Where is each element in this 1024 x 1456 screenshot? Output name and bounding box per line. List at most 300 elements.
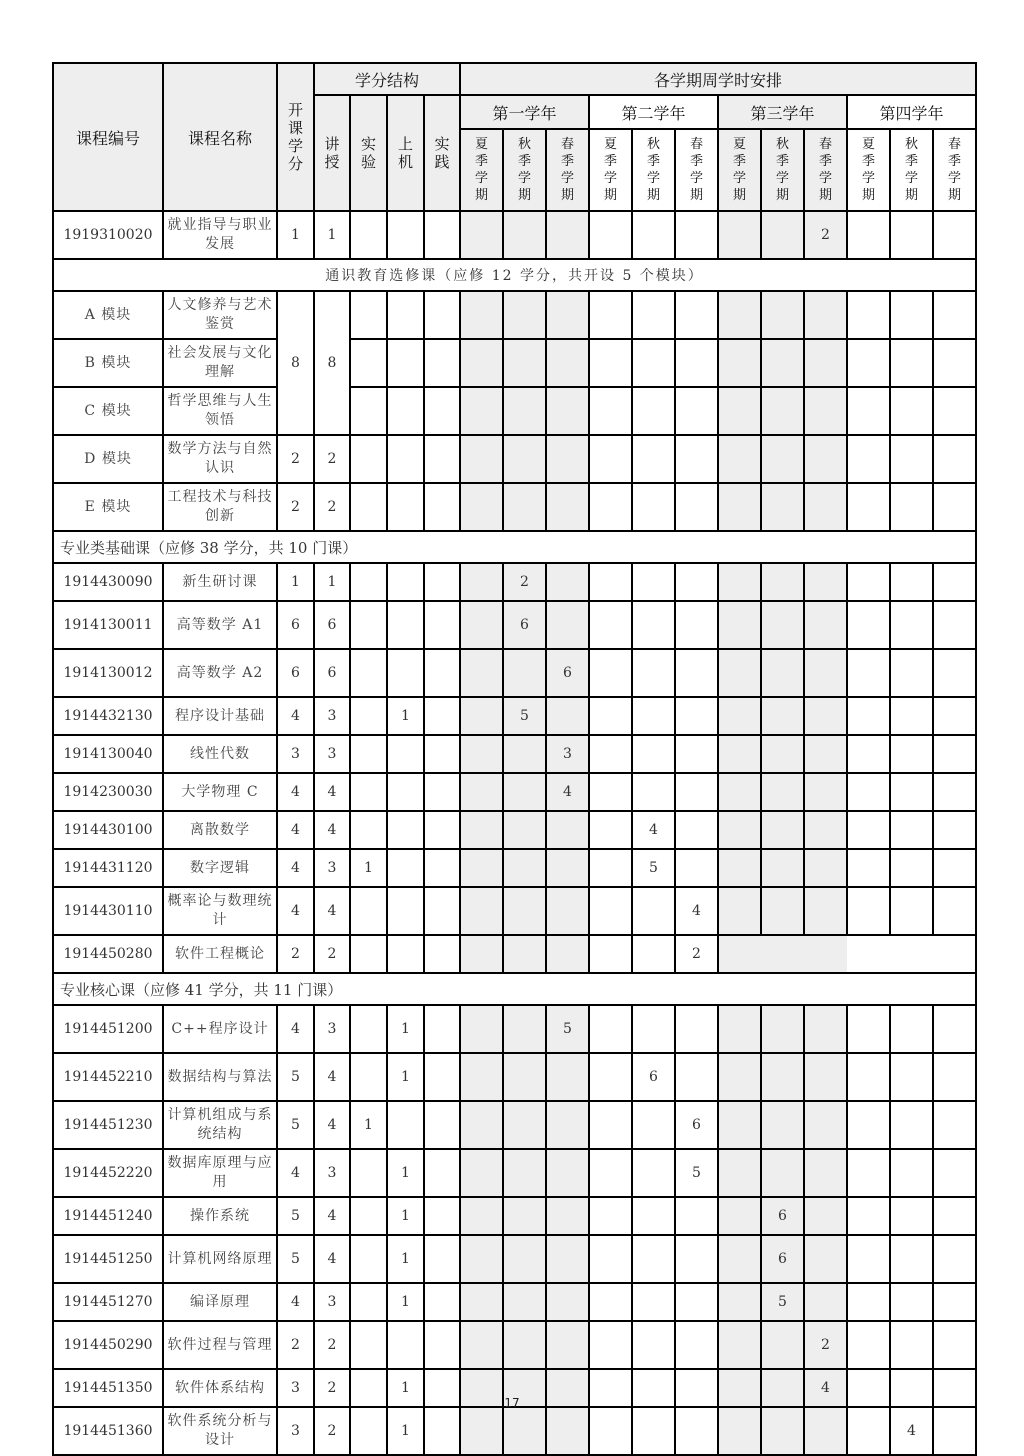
credit-lecture: 1 xyxy=(314,211,350,259)
course-credits: 1 xyxy=(277,211,314,259)
header-course-name: 课程名称 xyxy=(163,63,277,211)
credit-practice xyxy=(424,1235,460,1283)
credit-lecture: 6 xyxy=(314,601,350,649)
weekly-hours-cell xyxy=(847,339,890,387)
weekly-hours-cell: 2 xyxy=(503,563,546,601)
header-year-1: 第一学年 xyxy=(460,95,589,129)
credit-cell xyxy=(424,339,460,387)
credit-computer xyxy=(387,887,424,935)
module-code: D 模块 xyxy=(53,435,163,483)
weekly-hours-cell xyxy=(804,387,847,435)
credit-lab xyxy=(350,1283,387,1321)
weekly-hours-cell xyxy=(675,649,718,697)
weekly-hours-cell xyxy=(460,1101,503,1149)
weekly-hours-cell: 5 xyxy=(761,1283,804,1321)
weekly-hours-cell xyxy=(460,387,503,435)
credit-cell xyxy=(350,339,387,387)
weekly-hours-cell xyxy=(847,1149,890,1197)
credit-computer xyxy=(387,1101,424,1149)
section-core-courses xyxy=(53,973,976,1005)
course-credits: 3 xyxy=(277,735,314,773)
course-code: 1914130012 xyxy=(53,649,163,697)
curriculum-table xyxy=(52,62,977,1456)
course-credits: 5 xyxy=(277,1197,314,1235)
weekly-hours-cell xyxy=(933,773,976,811)
weekly-hours-cell xyxy=(460,435,503,483)
weekly-hours-cell xyxy=(632,1197,675,1235)
course-credits: 2 xyxy=(277,1321,314,1369)
course-credits: 3 xyxy=(277,1407,314,1455)
weekly-hours-cell xyxy=(675,563,718,601)
header-computer: 上 机 xyxy=(387,95,424,211)
module-lecture: 2 xyxy=(314,483,350,531)
course-credits: 1 xyxy=(277,563,314,601)
weekly-hours-cell xyxy=(933,1149,976,1197)
weekly-hours-cell xyxy=(761,387,804,435)
credit-computer: 1 xyxy=(387,697,424,735)
merged-empty-cell xyxy=(847,935,976,973)
weekly-hours-cell xyxy=(933,649,976,697)
weekly-hours-cell xyxy=(761,1149,804,1197)
weekly-hours-cell xyxy=(804,887,847,935)
weekly-hours-cell xyxy=(847,291,890,339)
weekly-hours-cell xyxy=(804,1235,847,1283)
weekly-hours-cell xyxy=(632,649,675,697)
course-row xyxy=(53,1053,976,1101)
header-year-4: 第四学年 xyxy=(847,95,976,129)
weekly-hours-cell xyxy=(718,1005,761,1053)
weekly-hours-cell xyxy=(632,1101,675,1149)
credit-computer xyxy=(387,649,424,697)
weekly-hours-cell xyxy=(675,773,718,811)
weekly-hours-cell xyxy=(675,291,718,339)
weekly-hours-cell xyxy=(718,735,761,773)
weekly-hours-cell xyxy=(890,773,933,811)
weekly-hours-cell xyxy=(460,563,503,601)
header-term: 春 季 学 期 xyxy=(804,129,847,211)
weekly-hours-cell xyxy=(675,483,718,531)
weekly-hours-cell xyxy=(718,887,761,935)
weekly-hours-cell xyxy=(503,1101,546,1149)
header-term: 夏 季 学 期 xyxy=(460,129,503,211)
weekly-hours-cell xyxy=(847,773,890,811)
weekly-hours-cell xyxy=(890,1283,933,1321)
weekly-hours-cell xyxy=(589,563,632,601)
credit-computer xyxy=(387,1321,424,1369)
weekly-hours-cell: 6 xyxy=(761,1197,804,1235)
module-name: 人文修养与艺术鉴赏 xyxy=(163,291,277,339)
module-lecture-merged: 8 xyxy=(314,291,350,435)
module-row xyxy=(53,483,976,531)
credit-cell xyxy=(387,339,424,387)
weekly-hours-cell xyxy=(546,483,589,531)
course-code: 1914451250 xyxy=(53,1235,163,1283)
weekly-hours-cell xyxy=(761,773,804,811)
credit-lab xyxy=(350,887,387,935)
weekly-hours-cell xyxy=(675,1235,718,1283)
weekly-hours-cell xyxy=(589,483,632,531)
weekly-hours-cell xyxy=(847,563,890,601)
header-term: 秋 季 学 期 xyxy=(761,129,804,211)
weekly-hours-cell xyxy=(546,1053,589,1101)
credit-lab xyxy=(350,935,387,973)
weekly-hours-cell xyxy=(847,649,890,697)
weekly-hours-cell xyxy=(460,735,503,773)
weekly-hours-cell xyxy=(546,1283,589,1321)
weekly-hours-cell xyxy=(761,211,804,259)
course-row xyxy=(53,1321,976,1369)
course-code: 1914451350 xyxy=(53,1369,163,1407)
credit-cell xyxy=(387,483,424,531)
credit-computer: 1 xyxy=(387,1149,424,1197)
weekly-hours-cell xyxy=(632,483,675,531)
weekly-hours-cell xyxy=(546,291,589,339)
credit-lecture: 3 xyxy=(314,849,350,887)
header-term: 春 季 学 期 xyxy=(933,129,976,211)
weekly-hours-cell xyxy=(589,1283,632,1321)
course-credits: 5 xyxy=(277,1101,314,1149)
weekly-hours-cell xyxy=(503,339,546,387)
credit-lab: 1 xyxy=(350,849,387,887)
weekly-hours-cell xyxy=(847,601,890,649)
weekly-hours-cell xyxy=(890,811,933,849)
weekly-hours-cell xyxy=(632,1149,675,1197)
credit-lecture: 2 xyxy=(314,935,350,973)
weekly-hours-cell xyxy=(761,1101,804,1149)
credit-cell xyxy=(387,435,424,483)
weekly-hours-cell xyxy=(804,563,847,601)
module-code: B 模块 xyxy=(53,339,163,387)
course-credits: 2 xyxy=(277,935,314,973)
weekly-hours-cell xyxy=(847,1283,890,1321)
credit-lab xyxy=(350,649,387,697)
weekly-hours-cell xyxy=(632,1283,675,1321)
weekly-hours-cell xyxy=(546,1101,589,1149)
weekly-hours-cell xyxy=(460,887,503,935)
credit-computer: 1 xyxy=(387,1005,424,1053)
weekly-hours-cell xyxy=(933,435,976,483)
weekly-hours-cell xyxy=(933,291,976,339)
weekly-hours-cell xyxy=(589,935,632,973)
weekly-hours-cell xyxy=(804,1283,847,1321)
course-code: 1914432130 xyxy=(53,697,163,735)
course-name: 软件工程概论 xyxy=(163,935,277,973)
weekly-hours-cell xyxy=(847,849,890,887)
credit-lecture: 1 xyxy=(314,563,350,601)
weekly-hours-cell xyxy=(847,1235,890,1283)
weekly-hours-cell xyxy=(804,649,847,697)
weekly-hours-cell xyxy=(546,1235,589,1283)
credit-cell xyxy=(424,483,460,531)
weekly-hours-cell xyxy=(718,1149,761,1197)
weekly-hours-cell xyxy=(460,1235,503,1283)
credit-lecture: 4 xyxy=(314,773,350,811)
weekly-hours-cell xyxy=(503,291,546,339)
course-row xyxy=(53,1235,976,1283)
weekly-hours-cell: 6 xyxy=(546,649,589,697)
weekly-hours-cell: 6 xyxy=(503,601,546,649)
weekly-hours-cell xyxy=(933,697,976,735)
credit-practice xyxy=(424,735,460,773)
course-code: 1914451360 xyxy=(53,1407,163,1455)
credit-lab xyxy=(350,735,387,773)
credit-lecture: 2 xyxy=(314,1321,350,1369)
weekly-hours-cell xyxy=(933,1235,976,1283)
weekly-hours-cell: 5 xyxy=(546,1005,589,1053)
credit-practice xyxy=(424,1005,460,1053)
credit-computer xyxy=(387,211,424,259)
weekly-hours-cell xyxy=(632,435,675,483)
weekly-hours-cell xyxy=(804,1053,847,1101)
course-name: 线性代数 xyxy=(163,735,277,773)
weekly-hours-cell xyxy=(460,1005,503,1053)
weekly-hours-cell xyxy=(675,601,718,649)
header-term: 夏 季 学 期 xyxy=(718,129,761,211)
course-row xyxy=(53,1005,976,1053)
credit-lecture: 4 xyxy=(314,887,350,935)
weekly-hours-cell xyxy=(718,339,761,387)
weekly-hours-cell xyxy=(718,1321,761,1369)
weekly-hours-cell xyxy=(503,1149,546,1197)
weekly-hours-cell xyxy=(632,1321,675,1369)
weekly-hours-cell xyxy=(546,563,589,601)
course-code: 1914450280 xyxy=(53,935,163,973)
course-code: 1914451200 xyxy=(53,1005,163,1053)
weekly-hours-cell xyxy=(589,339,632,387)
module-name: 哲学思维与人生领悟 xyxy=(163,387,277,435)
course-name: 概率论与数理统计 xyxy=(163,887,277,935)
weekly-hours-cell xyxy=(503,1321,546,1369)
weekly-hours-cell: 4 xyxy=(890,1407,933,1455)
weekly-hours-cell xyxy=(589,1005,632,1053)
weekly-hours-cell xyxy=(718,435,761,483)
weekly-hours-cell xyxy=(804,1197,847,1235)
credit-practice xyxy=(424,563,460,601)
weekly-hours-cell xyxy=(589,601,632,649)
header-credits-offered: 开 课 学 分 xyxy=(277,63,314,211)
weekly-hours-cell: 2 xyxy=(675,935,718,973)
weekly-hours-cell xyxy=(890,435,933,483)
credit-cell xyxy=(387,291,424,339)
header-year-2: 第二学年 xyxy=(589,95,718,129)
weekly-hours-cell xyxy=(632,735,675,773)
weekly-hours-cell xyxy=(761,849,804,887)
weekly-hours-cell xyxy=(718,811,761,849)
credit-practice xyxy=(424,211,460,259)
weekly-hours-cell xyxy=(632,1235,675,1283)
weekly-hours-cell xyxy=(546,1197,589,1235)
weekly-hours-cell xyxy=(675,811,718,849)
course-code: 1914430110 xyxy=(53,887,163,935)
credit-lecture: 4 xyxy=(314,811,350,849)
credit-practice xyxy=(424,1101,460,1149)
weekly-hours-cell xyxy=(890,887,933,935)
section-general-elective xyxy=(53,259,976,291)
credit-lab xyxy=(350,1197,387,1235)
course-code: 1914451270 xyxy=(53,1283,163,1321)
course-credits: 5 xyxy=(277,1053,314,1101)
credit-practice xyxy=(424,1149,460,1197)
weekly-hours-cell xyxy=(890,563,933,601)
weekly-hours-cell xyxy=(503,849,546,887)
course-name: 就业指导与职业发展 xyxy=(163,211,277,259)
weekly-hours-cell xyxy=(589,649,632,697)
weekly-hours-cell xyxy=(503,811,546,849)
weekly-hours-cell xyxy=(546,697,589,735)
weekly-hours-cell xyxy=(804,291,847,339)
weekly-hours-cell xyxy=(890,649,933,697)
weekly-hours-cell xyxy=(761,435,804,483)
course-row xyxy=(53,211,976,259)
weekly-hours-cell xyxy=(718,211,761,259)
weekly-hours-cell xyxy=(933,1283,976,1321)
credit-lab xyxy=(350,1235,387,1283)
module-name: 工程技术与科技创新 xyxy=(163,483,277,531)
weekly-hours-cell xyxy=(890,211,933,259)
module-row xyxy=(53,387,976,435)
weekly-hours-cell xyxy=(503,773,546,811)
weekly-hours-cell xyxy=(675,211,718,259)
credit-lecture: 6 xyxy=(314,649,350,697)
weekly-hours-cell xyxy=(503,1283,546,1321)
course-row xyxy=(53,811,976,849)
credit-lab xyxy=(350,563,387,601)
weekly-hours-cell xyxy=(546,811,589,849)
weekly-hours-cell xyxy=(890,339,933,387)
credit-lab xyxy=(350,697,387,735)
weekly-hours-cell xyxy=(589,849,632,887)
weekly-hours-cell xyxy=(761,563,804,601)
weekly-hours-cell xyxy=(589,887,632,935)
weekly-hours-cell xyxy=(933,1197,976,1235)
course-name: 软件系统分析与设计 xyxy=(163,1407,277,1455)
weekly-hours-cell xyxy=(933,735,976,773)
weekly-hours-cell: 5 xyxy=(632,849,675,887)
weekly-hours-cell xyxy=(847,483,890,531)
course-code: 1914430090 xyxy=(53,563,163,601)
weekly-hours-cell xyxy=(546,601,589,649)
course-row xyxy=(53,1149,976,1197)
weekly-hours-cell xyxy=(589,1101,632,1149)
credit-cell xyxy=(350,483,387,531)
course-row xyxy=(53,1101,976,1149)
module-credits: 2 xyxy=(277,483,314,531)
header-lecture: 讲 授 xyxy=(314,95,350,211)
weekly-hours-cell xyxy=(503,387,546,435)
course-row xyxy=(53,849,976,887)
course-code: 1914451230 xyxy=(53,1101,163,1149)
course-row xyxy=(53,697,976,735)
weekly-hours-cell xyxy=(761,291,804,339)
credit-lab xyxy=(350,811,387,849)
credit-lab xyxy=(350,211,387,259)
weekly-hours-cell xyxy=(890,1149,933,1197)
weekly-hours-cell xyxy=(546,435,589,483)
weekly-hours-cell xyxy=(546,211,589,259)
weekly-hours-cell xyxy=(460,849,503,887)
merged-empty-cell xyxy=(718,935,847,973)
weekly-hours-cell xyxy=(718,563,761,601)
weekly-hours-cell xyxy=(675,1053,718,1101)
module-code: E 模块 xyxy=(53,483,163,531)
course-name: 程序设计基础 xyxy=(163,697,277,735)
weekly-hours-cell xyxy=(589,1149,632,1197)
course-row xyxy=(53,887,976,935)
weekly-hours-cell xyxy=(675,697,718,735)
weekly-hours-cell xyxy=(546,887,589,935)
credit-computer: 1 xyxy=(387,1283,424,1321)
credit-practice xyxy=(424,811,460,849)
credit-lecture: 4 xyxy=(314,1053,350,1101)
weekly-hours-cell xyxy=(589,773,632,811)
weekly-hours-cell xyxy=(503,1005,546,1053)
weekly-hours-cell: 4 xyxy=(632,811,675,849)
course-name: 数据结构与算法 xyxy=(163,1053,277,1101)
section-general-elective-title: 通识教育选修课（应修 12 学分，共开设 5 个模块） xyxy=(53,259,976,291)
weekly-hours-cell xyxy=(460,211,503,259)
course-credits: 4 xyxy=(277,887,314,935)
course-credits: 4 xyxy=(277,773,314,811)
weekly-hours-cell xyxy=(546,849,589,887)
weekly-hours-cell xyxy=(847,1197,890,1235)
section-core-courses-title: 专业核心课（应修 41 学分，共 11 门课） xyxy=(53,973,976,1005)
weekly-hours-cell xyxy=(890,1235,933,1283)
weekly-hours-cell xyxy=(503,435,546,483)
credit-practice xyxy=(424,649,460,697)
weekly-hours-cell: 4 xyxy=(804,1369,847,1407)
header-term: 秋 季 学 期 xyxy=(890,129,933,211)
course-row xyxy=(53,1197,976,1235)
course-credits: 6 xyxy=(277,601,314,649)
course-code: 1914130011 xyxy=(53,601,163,649)
header-course-code: 课程编号 xyxy=(53,63,163,211)
credit-lecture: 2 xyxy=(314,1407,350,1455)
weekly-hours-cell xyxy=(804,483,847,531)
weekly-hours-cell xyxy=(589,435,632,483)
section-basic-courses xyxy=(53,531,976,563)
module-name: 社会发展与文化理解 xyxy=(163,339,277,387)
course-credits: 4 xyxy=(277,697,314,735)
weekly-hours-cell xyxy=(460,601,503,649)
weekly-hours-cell xyxy=(675,735,718,773)
course-row xyxy=(53,601,976,649)
weekly-hours-cell xyxy=(890,1321,933,1369)
weekly-hours-cell xyxy=(804,435,847,483)
weekly-hours-cell xyxy=(460,483,503,531)
weekly-hours-cell xyxy=(933,1101,976,1149)
course-credits: 4 xyxy=(277,1005,314,1053)
weekly-hours-cell xyxy=(890,387,933,435)
credit-cell xyxy=(387,387,424,435)
weekly-hours-cell xyxy=(632,601,675,649)
module-row xyxy=(53,291,976,339)
weekly-hours-cell xyxy=(675,435,718,483)
weekly-hours-cell xyxy=(847,887,890,935)
header-weekly-hours: 各学期周学时安排 xyxy=(460,63,976,95)
course-row xyxy=(53,649,976,697)
weekly-hours-cell xyxy=(675,1283,718,1321)
weekly-hours-cell xyxy=(804,339,847,387)
weekly-hours-cell xyxy=(890,697,933,735)
credit-cell xyxy=(424,387,460,435)
weekly-hours-cell xyxy=(632,773,675,811)
weekly-hours-cell xyxy=(890,483,933,531)
credit-computer xyxy=(387,735,424,773)
credit-cell xyxy=(350,387,387,435)
weekly-hours-cell xyxy=(632,339,675,387)
module-credits: 2 xyxy=(277,435,314,483)
credit-computer xyxy=(387,849,424,887)
